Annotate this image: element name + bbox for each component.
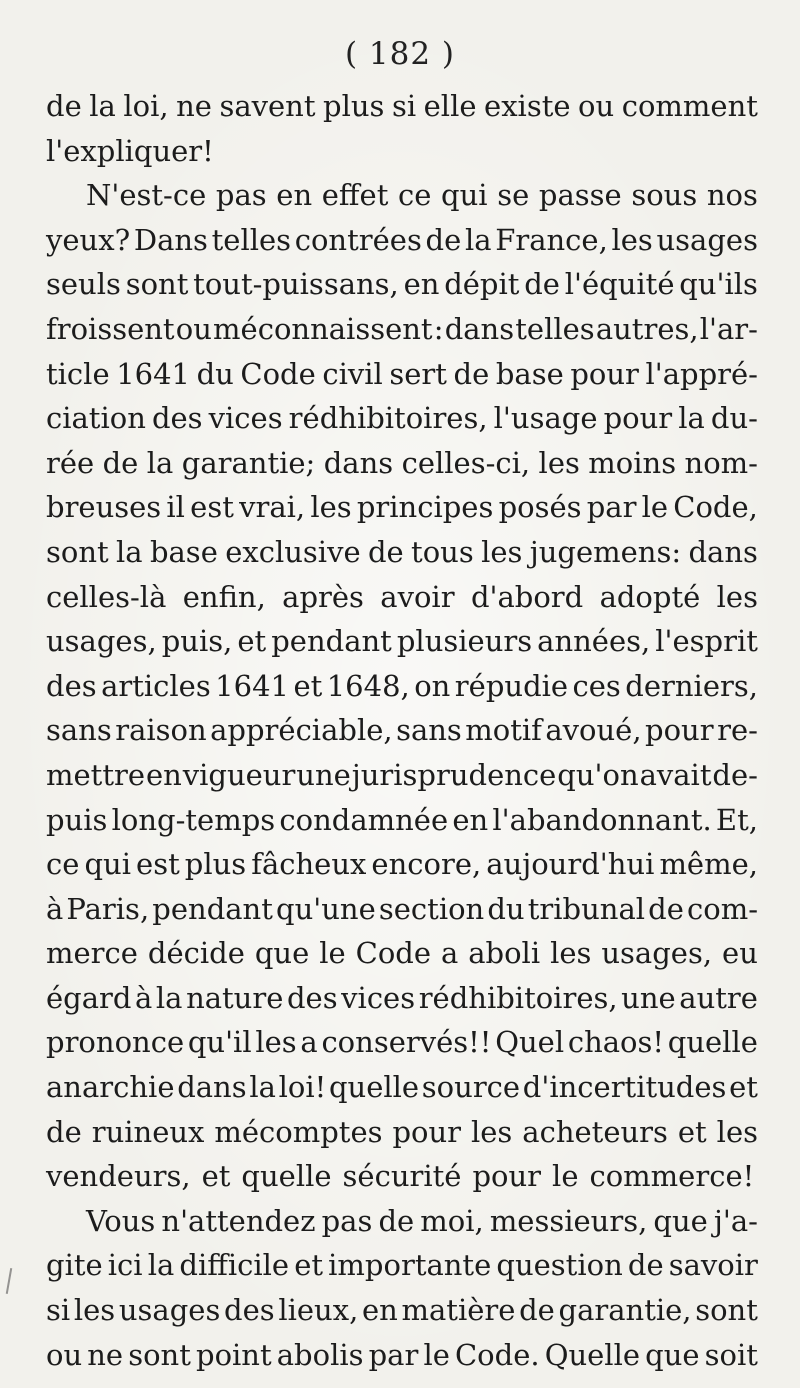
text-line: sont la base exclusive de tous les jugemens: dans [46,534,758,569]
page-number: ( 182 ) [344,36,456,72]
text-line: seuls sont tout-puissans, en dépit de l'équité qu'ils [46,267,758,302]
body-text [46,84,758,1377]
text-line: des articles 1641 et 1648, on répudie ces derniers, [46,668,758,703]
text-line: ou ne sont point abolis par le Code. Quelle que soit [46,1337,758,1372]
text-line: breuses il est vrai, les principes posés par le Code, [46,490,758,525]
text-line: ticle 1641 du Code civil sert de base pour l'appré- [46,356,758,391]
text-line: si les usages des lieux, en matière de garantie, sont [46,1293,758,1328]
text-line: ciation des vices rédhibitoires, l'usage pour la du- [46,401,758,436]
text-line: usages, puis, et pendant plusieurs années, l'esprit [46,624,758,659]
text-line: sans raison appréciable, sans motif avoué, pour re- [46,713,758,748]
text-line: froissent ou méconnaissent : dans telles autres, l'ar- [46,311,758,346]
text-line: à Paris, pendant qu'une section du tribunal de com- [46,891,758,926]
text-line: mettre en vigueur une jurisprudence qu'on avait de- [46,757,758,792]
text-line: yeux? Dans telles contrées de la France, les usages [46,222,758,257]
text-line: ce qui est plus fâcheux encore, aujourd'hui même, [46,847,758,882]
text-line: rée de la garantie; dans celles-ci, les moins nom- [46,445,758,480]
text-line: anarchie dans la loi! quelle source d'incertitudes et [46,1070,758,1105]
text-line: puis long-temps condamnée en l'abandonnant. Et, [46,802,758,837]
text-line: l'expliquer! [46,133,214,168]
text-line: de ruineux mécomptes pour les acheteurs et les [46,1114,758,1149]
text-line: de la loi, ne savent plus si elle existe ou comment [46,89,758,123]
text-line: prononce qu'il les a conservés!! Quel chaos! quelle [46,1025,758,1060]
text-line: égard à la nature des vices rédhibitoires, une autre [46,980,758,1015]
text-line: N'est-ce pas en effet ce qui se passe sous nos [86,178,758,213]
text-line: vendeurs, et quelle sécurité pour le commerce! [46,1159,755,1194]
text-line: gite ici la difficile et importante question de savoir [46,1248,758,1283]
margin-mark [6,1268,12,1294]
text-line: Vous n'attendez pas de moi, messieurs, que j'a- [86,1203,758,1238]
text-line: celles-là enfin, après avoir d'abord adopté les [46,579,758,614]
text-line: merce décide que le Code a aboli les usages, eu [46,936,758,971]
